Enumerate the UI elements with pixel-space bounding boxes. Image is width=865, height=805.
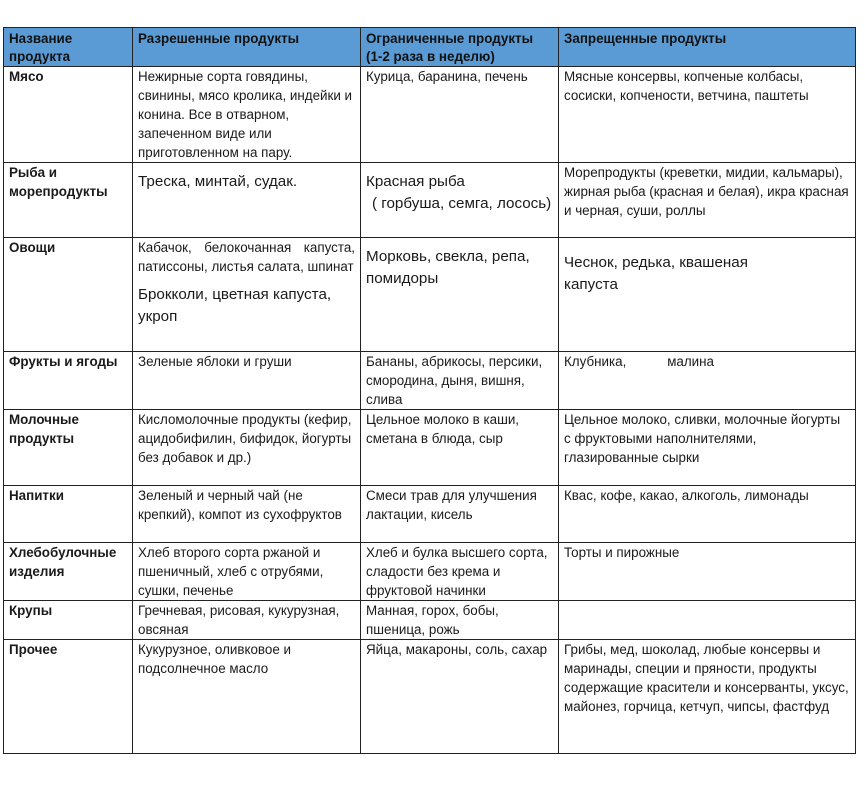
forbidden-cell <box>559 601 856 640</box>
table-row <box>4 163 856 238</box>
allowed-text: Кабачок, белокочанная капуста, патиссоны, листья салата, шпинат <box>138 240 355 274</box>
allowed-cell: Зеленые яблоки и груши <box>133 352 361 410</box>
forbidden-cell <box>559 352 856 410</box>
table-row <box>4 238 856 352</box>
category-cell: Хлебобулочные изделия <box>4 543 133 601</box>
allowed-cell <box>133 238 361 352</box>
table-row <box>4 67 856 163</box>
diet-table <box>3 27 856 754</box>
forbidden-cell: Квас, кофе, какао, алкоголь, лимонады <box>559 486 856 543</box>
limited-cell: Яйца, макароны, соль, сахар <box>361 640 559 754</box>
forbidden-cell: Цельное молоко, сливки, молочные йогурты с фруктовыми наполнителями, глазированные сырки <box>559 410 856 486</box>
table-row <box>4 640 856 754</box>
allowed-cell: Кукурузное, оливковое и подсолнечное масло <box>133 640 361 754</box>
header-product-name: Название продукта <box>4 28 133 67</box>
table-row <box>4 410 856 486</box>
allowed-cell: Нежирные сорта говядины, свинины, мясо кролика, индейки и конина. Все в отварном, запеченном виде или приготовленном на пару. <box>133 67 361 163</box>
allowed-cell: Зеленый и черный чай (не крепкий), компот из сухофруктов <box>133 486 361 543</box>
forbidden-cell: Торты и пирожные <box>559 543 856 601</box>
forbidden-text: Клубника, малина <box>564 354 714 369</box>
limited-cell <box>361 163 559 238</box>
allowed-cell <box>133 163 361 238</box>
limited-cell: Бананы, абрикосы, персики, смородина, дыня, вишня, слива <box>361 352 559 410</box>
category-cell: Овощи <box>4 238 133 352</box>
allowed-cell: Кисломолочные продукты (кефир, ацидобифилин, бифидок, йогурты без добавок и др.) <box>133 410 361 486</box>
limited-text: Морковь, свекла, репа, помидоры <box>366 248 530 287</box>
table-row <box>4 543 856 601</box>
forbidden-cell: Мясные консервы, копченые колбасы, сосиски, копчености, ветчина, паштеты <box>559 67 856 163</box>
header-allowed: Разрешенные продукты <box>133 28 361 67</box>
category-cell: Молочные продукты <box>4 410 133 486</box>
header-row <box>4 28 856 67</box>
limited-cell: Курица, баранина, печень <box>361 67 559 163</box>
category-cell: Напитки <box>4 486 133 543</box>
table-row <box>4 601 856 640</box>
category-cell: Крупы <box>4 601 133 640</box>
limited-cell: Хлеб и булка высшего сорта, сладости без крема и фруктовой начинки <box>361 543 559 601</box>
category-cell: Фрукты и ягоды <box>4 352 133 410</box>
category-cell: Прочее <box>4 640 133 754</box>
table-row <box>4 352 856 410</box>
limited-text-line2: ( горбуша, семга, лосось) <box>372 195 552 212</box>
limited-cell: Манная, горох, бобы, пшеница, рожь <box>361 601 559 640</box>
header-forbidden: Запрещенные продукты <box>559 28 856 67</box>
header-limited: Ограниченные продукты (1-2 раза в неделю) <box>361 28 559 67</box>
forbidden-cell: Морепродукты (креветки, мидии, кальмары), жирная рыба (красная и белая), икра красная и черная, суши, роллы <box>559 163 856 238</box>
forbidden-cell: Грибы, мед, шоколад, любые консервы и маринады, специи и пряности, продукты содержащие красители и консерванты, уксус, майонез, горчица, кетчуп, чипсы, фастфуд <box>559 640 856 754</box>
allowed-extra-text: Брокколи, цветная капуста, укроп <box>138 286 332 325</box>
category-cell: Рыба и морепродукты <box>4 163 133 238</box>
allowed-cell: Хлеб второго сорта ржаной и пшеничный, хлеб с отрубями, сушки, печенье <box>133 543 361 601</box>
forbidden-cell <box>559 238 856 352</box>
forbidden-text: Чеснок, редька, квашеная капуста <box>564 254 748 293</box>
limited-cell: Смеси трав для улучшения лактации, кисель <box>361 486 559 543</box>
table-row <box>4 486 856 543</box>
category-cell: Мясо <box>4 67 133 163</box>
limited-cell: Цельное молоко в каши, сметана в блюда, сыр <box>361 410 559 486</box>
limited-text-line1: Красная рыба <box>366 173 465 190</box>
allowed-cell: Гречневая, рисовая, кукурузная, овсяная <box>133 601 361 640</box>
allowed-text: Треска, минтай, судак. <box>138 173 298 190</box>
limited-cell <box>361 238 559 352</box>
